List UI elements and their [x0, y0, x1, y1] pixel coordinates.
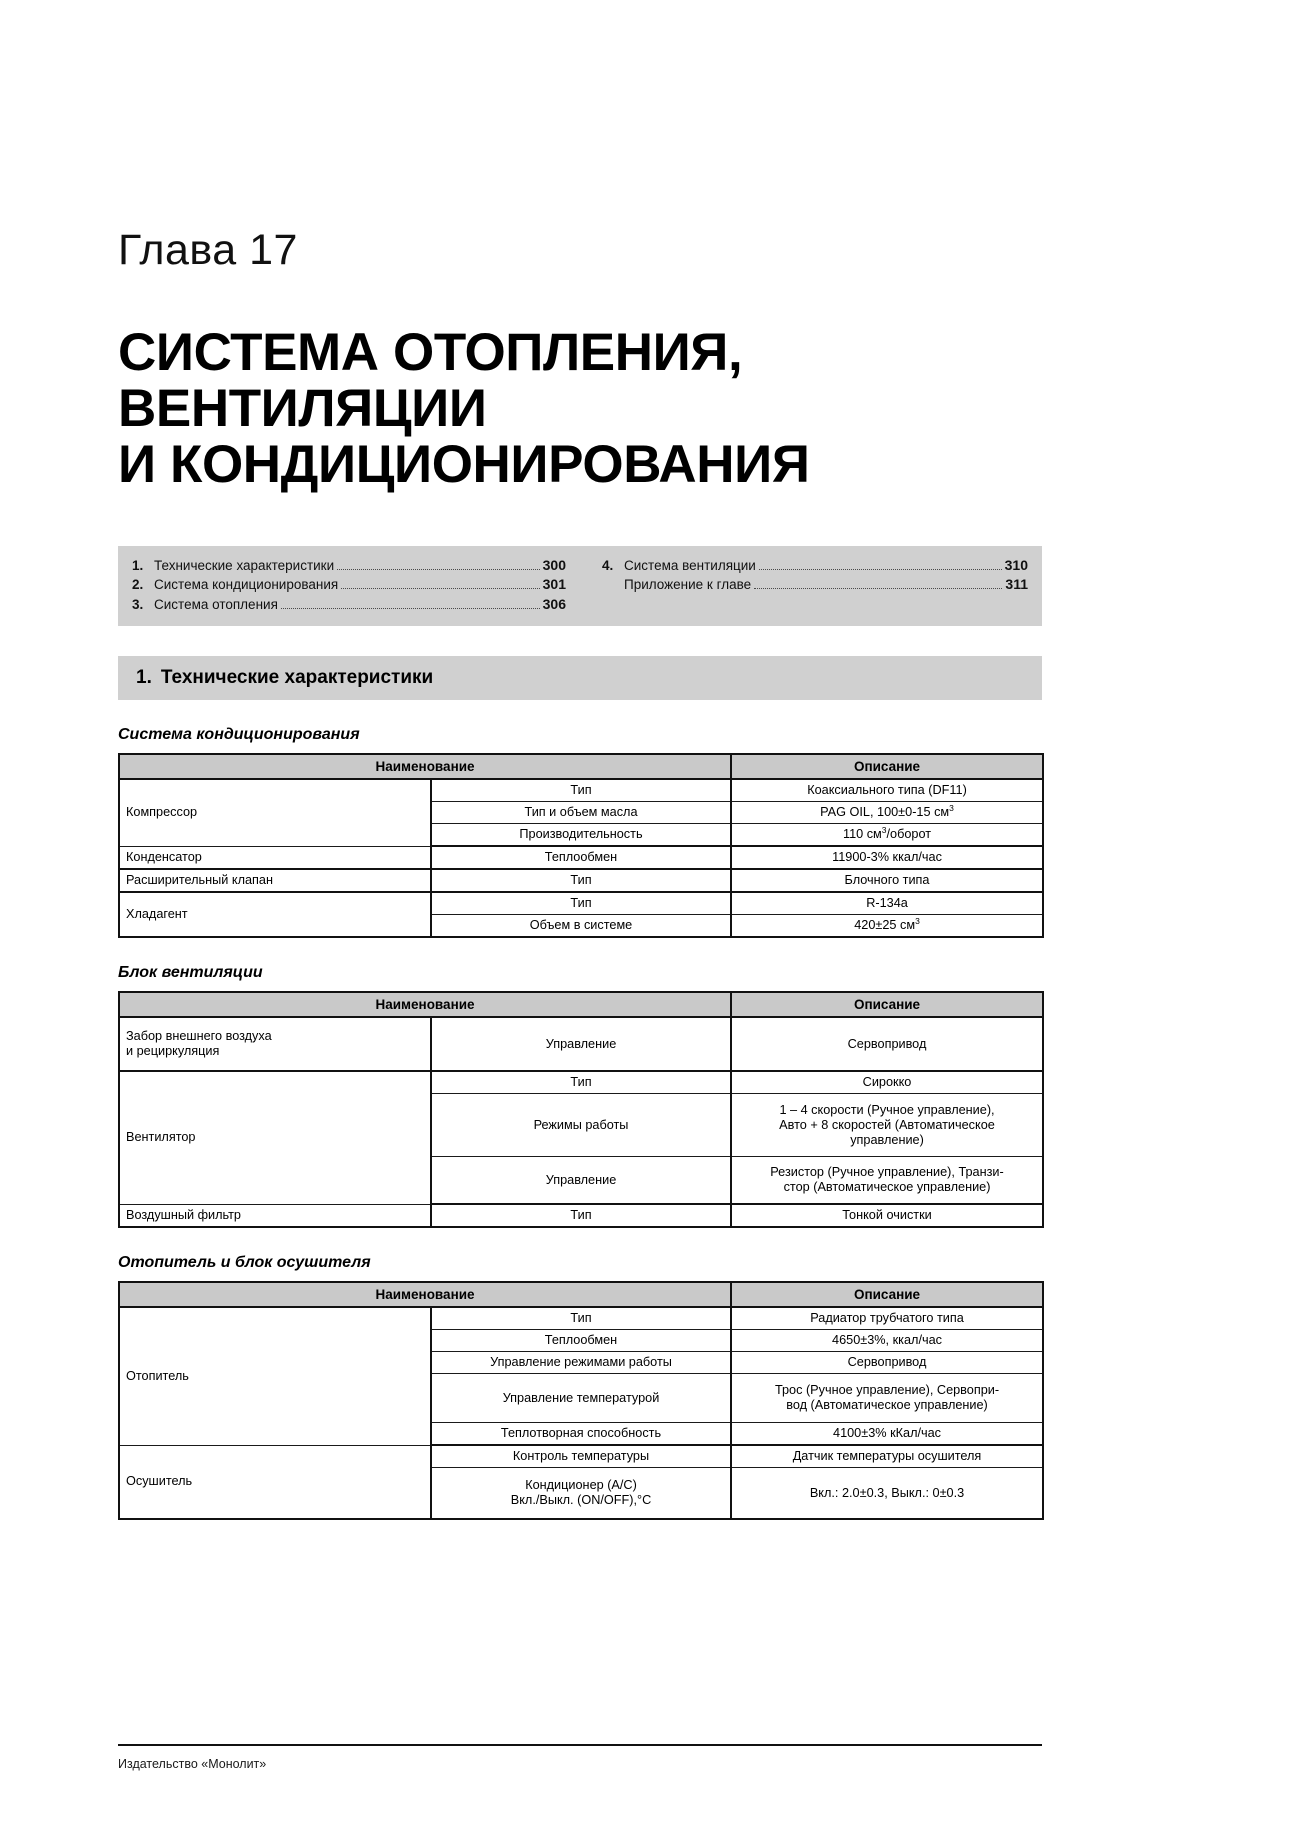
- toc-page-number: 300: [542, 556, 566, 573]
- toc-label: Система вентиляции: [624, 557, 756, 573]
- cell-parameter: Теплообмен: [431, 846, 731, 869]
- spec-table-air-conditioning: [118, 753, 1044, 938]
- table-row: [119, 846, 1043, 869]
- toc-label: Система кондиционирования: [154, 577, 339, 593]
- toc-leader-dots: [754, 588, 1002, 589]
- cell-description: 1 – 4 скорости (Ручное управление), Авто + 8 скоростей (Автоматическое управление): [731, 1094, 1043, 1157]
- column-header-description: Описание: [731, 992, 1043, 1017]
- cell-description: Трос (Ручное управление), Сервопри- вод (Автоматическое управление): [731, 1374, 1043, 1423]
- cell-component-name: Воздушный фильтр: [119, 1204, 431, 1227]
- toc-number: 2.: [132, 577, 144, 593]
- section-number: 1.: [136, 667, 152, 689]
- cell-component-name: Вентилятор: [119, 1071, 431, 1204]
- cell-parameter: Тип: [431, 1204, 731, 1227]
- table-caption-heater: Отопитель и блок осушителя: [118, 1254, 371, 1272]
- cell-description: R-134a: [731, 892, 1043, 915]
- cell-parameter: Тип: [431, 779, 731, 802]
- chapter-title-line-2: ВЕНТИЛЯЦИИ: [118, 379, 487, 439]
- toc-number: 3.: [132, 596, 144, 612]
- column-header-name: Наименование: [119, 1282, 731, 1307]
- cell-description: Сирокко: [731, 1071, 1043, 1094]
- cell-component-name: Осушитель: [119, 1445, 431, 1519]
- toc-entry[interactable]: [132, 556, 566, 576]
- cell-description: Датчик температуры осушителя: [731, 1445, 1043, 1468]
- toc-entry[interactable]: [132, 575, 566, 595]
- cell-parameter: Тип и объем масла: [431, 802, 731, 824]
- toc-number: 4.: [602, 557, 614, 573]
- table-row: [119, 1204, 1043, 1227]
- spec-table-ventilation-unit: [118, 991, 1044, 1228]
- toc-entry[interactable]: [132, 595, 566, 615]
- toc-leader-dots: [281, 608, 540, 609]
- cell-description: 4650±3%, ккал/час: [731, 1330, 1043, 1352]
- table-caption-ac: Система кондиционирования: [118, 726, 360, 744]
- cell-description: PAG OIL, 100±0-15 $см^3$: [731, 802, 1043, 824]
- page-content: [118, 0, 1042, 1520]
- cell-parameter: Теплообмен: [431, 1330, 731, 1352]
- cell-parameter: Управление режимами работы: [431, 1352, 731, 1374]
- cell-description: Коаксиального типа (DF11): [731, 779, 1043, 802]
- cell-parameter: Тип: [431, 892, 731, 915]
- cell-component-name: Компрессор: [119, 779, 431, 846]
- cell-parameter: Управление температурой: [431, 1374, 731, 1423]
- spec-table-heater-dryer: [118, 1281, 1044, 1520]
- cell-parameter: Управление: [431, 1157, 731, 1205]
- cell-parameter: Кондиционер (A/C) Вкл./Выкл. (ON/OFF),°С: [431, 1468, 731, 1520]
- toc-page-number: 311: [1005, 576, 1028, 593]
- table-header-row: [119, 992, 1043, 1017]
- cell-parameter: Производительность: [431, 824, 731, 847]
- publisher-label: Издательство «Монолит»: [118, 1757, 267, 1771]
- cell-component-name: Отопитель: [119, 1307, 431, 1445]
- table-row: [119, 779, 1043, 802]
- cell-parameter: Режимы работы: [431, 1094, 731, 1157]
- table-row: [119, 1017, 1043, 1071]
- cell-description: Блочного типа: [731, 869, 1043, 892]
- page-footer: [118, 1744, 1042, 1771]
- cell-component-name: Расширительный клапан: [119, 869, 431, 892]
- column-header-description: Описание: [731, 754, 1043, 779]
- table-row: [119, 1307, 1043, 1330]
- cell-description: 420±25 $см^3$: [731, 915, 1043, 938]
- cell-parameter: Управление: [431, 1017, 731, 1071]
- toc-label: Приложение к главе: [624, 577, 752, 593]
- cell-component-name: Забор внешнего воздуха и рециркуляция: [119, 1017, 431, 1071]
- table-row: [119, 869, 1043, 892]
- column-header-description: Описание: [731, 1282, 1043, 1307]
- toc-page-number: 306: [542, 595, 566, 612]
- cell-description: 110 $см^3$/оборот: [731, 824, 1043, 847]
- table-header-row: [119, 754, 1043, 779]
- table-row: [119, 1445, 1043, 1468]
- cell-parameter: Тип: [431, 1307, 731, 1330]
- chapter-title-line-1: СИСТЕМА ОТОПЛЕНИЯ,: [118, 323, 743, 383]
- cell-parameter: Теплотворная способность: [431, 1423, 731, 1446]
- table-row: [119, 1071, 1043, 1094]
- cell-parameter: Объем в системе: [431, 915, 731, 938]
- cell-description: 11900-3% ккал/час: [731, 846, 1043, 869]
- cell-description: Тонкой очистки: [731, 1204, 1043, 1227]
- cell-description: 4100±3% кКал/час: [731, 1423, 1043, 1446]
- column-header-name: Наименование: [119, 754, 731, 779]
- toc-number: 1.: [132, 557, 144, 573]
- toc-page-number: 310: [1004, 556, 1028, 573]
- column-header-name: Наименование: [119, 992, 731, 1017]
- chapter-title-line-3: И КОНДИЦИОНИРОВАНИЯ: [118, 435, 810, 495]
- cell-parameter: Контроль температуры: [431, 1445, 731, 1468]
- cell-description: Сервопривод: [731, 1352, 1043, 1374]
- table-caption-ventilation: Блок вентиляции: [118, 964, 263, 982]
- table-of-contents: [118, 546, 1042, 627]
- toc-leader-dots: [341, 588, 539, 589]
- cell-component-name: Хладагент: [119, 892, 431, 937]
- footer-divider: [118, 1744, 1042, 1746]
- toc-leader-dots: [759, 569, 1002, 570]
- toc-column-left: [132, 556, 580, 615]
- toc-page-number: 301: [542, 576, 566, 593]
- cell-description: Вкл.: 2.0±0.3, Выкл.: 0±0.3: [731, 1468, 1043, 1520]
- table-header-row: [119, 1282, 1043, 1307]
- section-header: [118, 656, 1042, 700]
- table-row: [119, 892, 1043, 915]
- toc-entry[interactable]: [602, 556, 1028, 576]
- chapter-label: Глава 17: [118, 226, 298, 274]
- page-title: [118, 273, 1042, 494]
- cell-parameter: Тип: [431, 869, 731, 892]
- section-title: Технические характеристики: [160, 667, 434, 689]
- toc-leader-dots: [337, 569, 540, 570]
- toc-label: Технические характеристики: [154, 557, 335, 573]
- cell-description: Радиатор трубчатого типа: [731, 1307, 1043, 1330]
- cell-description: Резистор (Ручное управление), Транзи- стор (Автоматическое управление): [731, 1157, 1043, 1205]
- toc-entry[interactable]: [602, 575, 1028, 595]
- toc-label: Система отопления: [154, 596, 278, 612]
- cell-description: Сервопривод: [731, 1017, 1043, 1071]
- toc-column-right: [580, 556, 1028, 615]
- cell-parameter: Тип: [431, 1071, 731, 1094]
- cell-component-name: Конденсатор: [119, 846, 431, 869]
